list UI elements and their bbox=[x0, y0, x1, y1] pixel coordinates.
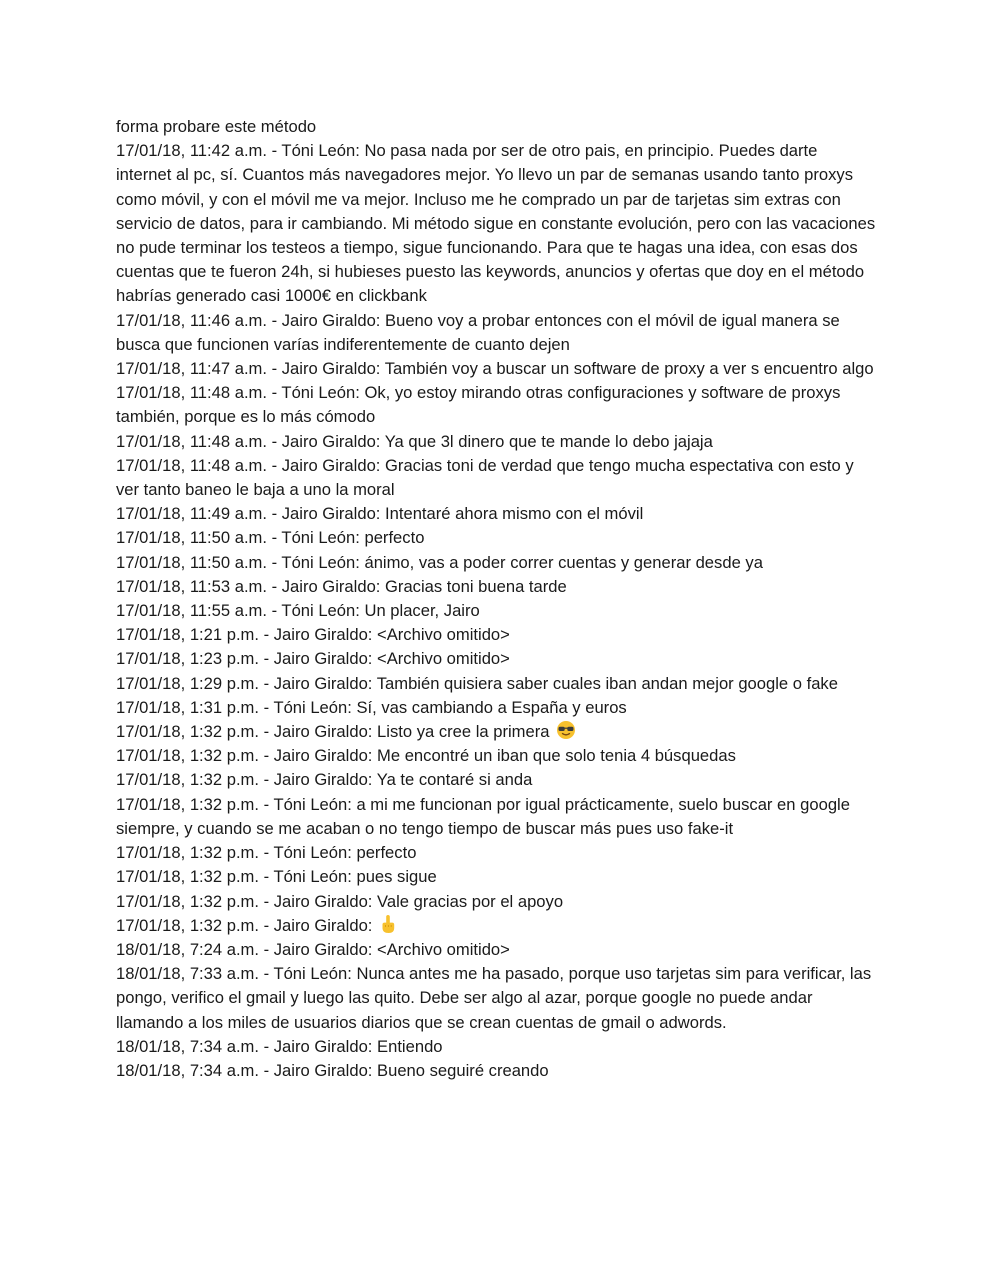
sunglasses-emoji-icon bbox=[556, 720, 576, 740]
chat-message: 18/01/18, 7:34 a.m. - Jairo Giraldo: Entiendo bbox=[116, 1036, 443, 1056]
chat-message: 17/01/18, 1:21 p.m. - Jairo Giraldo: <Archivo omitido> bbox=[116, 625, 510, 645]
chat-message: 18/01/18, 7:33 a.m. - Tóni León: Nunca antes me ha pasado, porque uso tarjetas sim para verificar, las pongo, verifico el gmail y luego las quito. Debe ser algo al azar, porque google no puede andar llamando a los miles de usuarios diarios que se crean cuentas de gmail o adwords. bbox=[116, 964, 872, 1032]
pointing-up-hand-emoji-icon bbox=[379, 914, 397, 934]
chat-message: 17/01/18, 1:32 p.m. - Jairo Giraldo: bbox=[116, 914, 876, 938]
chat-message: 17/01/18, 1:32 p.m. - Tóni León: perfecto bbox=[116, 843, 417, 863]
chat-transcript bbox=[116, 115, 876, 1083]
chat-message: 18/01/18, 7:34 a.m. - Jairo Giraldo: Bueno seguiré creando bbox=[116, 1060, 549, 1080]
chat-message: 17/01/18, 1:32 p.m. - Tóni León: pues sigue bbox=[116, 867, 437, 887]
chat-message: 17/01/18, 1:31 p.m. - Tóni León: Sí, vas cambiando a España y euros bbox=[116, 697, 627, 717]
chat-message: 17/01/18, 1:32 p.m. - Jairo Giraldo: Listo ya cree la primera bbox=[116, 720, 876, 744]
chat-message: 17/01/18, 11:53 a.m. - Jairo Giraldo: Gracias toni buena tarde bbox=[116, 576, 567, 596]
chat-message: 17/01/18, 1:32 p.m. - Tóni León: a mi me funcionan por igual prácticamente, suelo buscar en google siempre, y cuando se me acaban o no tengo tiempo de buscar más pues uso fake-it bbox=[116, 794, 850, 838]
chat-message: 17/01/18, 11:50 a.m. - Tóni León: perfecto bbox=[116, 528, 425, 548]
chat-message: 17/01/18, 1:32 p.m. - Jairo Giraldo: Vale gracias por el apoyo bbox=[116, 891, 564, 911]
chat-message: 17/01/18, 11:46 a.m. - Jairo Giraldo: Bueno voy a probar entonces con el móvil de igual manera se busca que funcionen varías indiferentemente de cuanto dejen bbox=[116, 310, 840, 354]
chat-message: 17/01/18, 11:48 a.m. - Jairo Giraldo: Gracias toni de verdad que tengo mucha espectativa con esto y ver tanto baneo le baja a uno la moral bbox=[116, 455, 854, 500]
chat-message: 17/01/18, 11:50 a.m. - Tóni León: ánimo, vas a poder correr cuentas y generar desde ya bbox=[116, 552, 763, 572]
chat-message: 17/01/18, 1:32 p.m. - Jairo Giraldo: Ya te contaré si anda bbox=[116, 770, 533, 790]
chat-message: forma probare este método bbox=[116, 117, 317, 136]
chat-message: 17/01/18, 1:29 p.m. - Jairo Giraldo: También quisiera saber cuales iban andan mejor google o fake bbox=[116, 673, 838, 693]
chat-message: 17/01/18, 11:49 a.m. - Jairo Giraldo: Intentaré ahora mismo con el móvil bbox=[116, 504, 644, 524]
chat-message: 17/01/18, 11:55 a.m. - Tóni León: Un placer, Jairo bbox=[116, 601, 480, 621]
chat-message: 17/01/18, 11:48 a.m. - Tóni León: Ok, yo estoy mirando otras configuraciones y software de proxys también, porque es lo más cómodo bbox=[116, 383, 841, 427]
chat-message: 17/01/18, 11:48 a.m. - Jairo Giraldo: Ya que 3l dinero que te mande lo debo jajaja bbox=[116, 431, 713, 451]
chat-message: 17/01/18, 1:23 p.m. - Jairo Giraldo: <Archivo omitido> bbox=[116, 649, 510, 669]
chat-message: 17/01/18, 11:47 a.m. - Jairo Giraldo: También voy a buscar un software de proxy a ver s encuentro algo bbox=[116, 359, 874, 379]
chat-message: 17/01/18, 11:42 a.m. - Tóni León: No pasa nada por ser de otro pais, en principio. Puedes darte internet al pc, sí. Cuantos más navegadores mejor. Yo llevo un par de semanas usando tanto proxys como móvil, y con el móvil me va mejor. Incluso me he comprado un par de tarjetas sim extras con servicio de datos, para ir cambiando. Mi método sigue en constante evolución, pero con las vacaciones no pude terminar los testeos a tiempo, sigue funcionando. Para que te hagas una idea, con esas dos cuentas que te fueron 24h, si hubieses puesto las keywords, anuncios y ofertas que doy en el método habrías generado casi 1000€ en clickbank bbox=[116, 141, 876, 306]
chat-message: 18/01/18, 7:24 a.m. - Jairo Giraldo: <Archivo omitido> bbox=[116, 939, 510, 959]
chat-message: 17/01/18, 1:32 p.m. - Jairo Giraldo: Me encontré un iban que solo tenia 4 búsquedas bbox=[116, 746, 736, 766]
